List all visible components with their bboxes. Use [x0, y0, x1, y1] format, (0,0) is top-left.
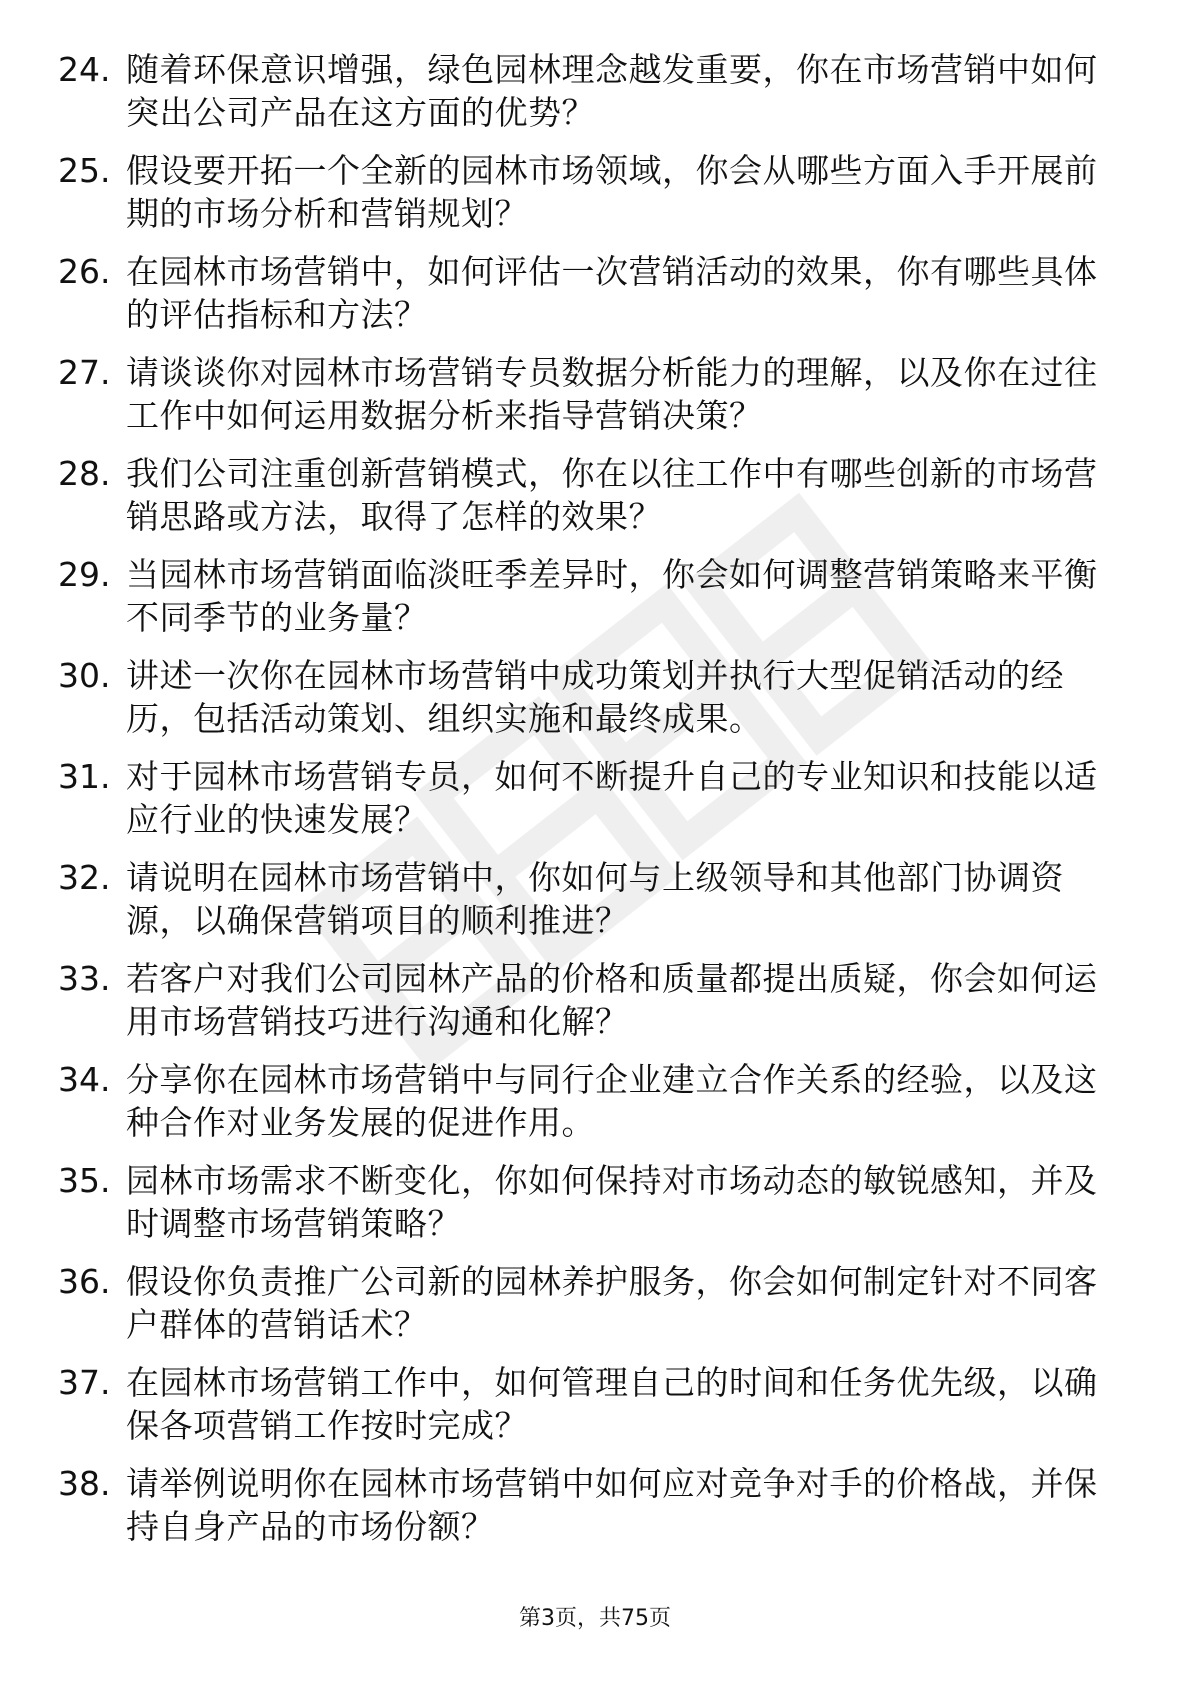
- question-number: 27.: [58, 353, 111, 392]
- question-item: [0, 452, 1190, 538]
- question-number: 32.: [58, 858, 111, 897]
- question-item: [0, 149, 1190, 235]
- question-item: [0, 1260, 1190, 1346]
- question-text: 随着环保意识增强，绿色园林理念越发重要，你在市场营销中如何突出公司产品在这方面的优势？: [126, 50, 1098, 132]
- question-item: [0, 553, 1190, 639]
- question-text: 请举例说明你在园林市场营销中如何应对竞争对手的价格战，并保持自身产品的市场份额？: [126, 1464, 1098, 1546]
- question-list: [0, 48, 1190, 1563]
- page-footer: 第3页，共75页: [519, 1606, 671, 1631]
- question-item: [0, 351, 1190, 437]
- question-text: 对于园林市场营销专员，如何不断提升自己的专业知识和技能以适应行业的快速发展？: [126, 757, 1098, 839]
- question-text: 分享你在园林市场营销中与同行企业建立合作关系的经验，以及这种合作对业务发展的促进作用。: [126, 1060, 1098, 1142]
- question-number: 35.: [58, 1161, 111, 1200]
- question-text: 园林市场需求不断变化，你如何保持对市场动态的敏锐感知，并及时调整市场营销策略？: [126, 1161, 1098, 1243]
- question-item: [0, 1159, 1190, 1245]
- question-item: [0, 654, 1190, 740]
- question-number: 26.: [58, 252, 111, 291]
- question-number: 34.: [58, 1060, 111, 1099]
- question-text: 在园林市场营销工作中，如何管理自己的时间和任务优先级，以确保各项营销工作按时完成？: [126, 1363, 1098, 1445]
- question-number: 29.: [58, 555, 111, 594]
- question-item: [0, 755, 1190, 841]
- question-item: [0, 1058, 1190, 1144]
- question-number: 31.: [58, 757, 111, 796]
- question-item: [0, 957, 1190, 1043]
- question-text: 在园林市场营销中，如何评估一次营销活动的效果，你有哪些具体的评估指标和方法？: [126, 252, 1098, 334]
- question-text: 我们公司注重创新营销模式，你在以往工作中有哪些创新的市场营销思路或方法，取得了怎样的效果？: [126, 454, 1098, 536]
- question-number: 38.: [58, 1464, 111, 1503]
- question-text: 当园林市场营销面临淡旺季差异时，你会如何调整营销策略来平衡不同季节的业务量？: [126, 555, 1098, 637]
- question-number: 30.: [58, 656, 111, 695]
- question-text: 讲述一次你在园林市场营销中成功策划并执行大型促销活动的经历，包括活动策划、组织实施和最终成果。: [126, 656, 1064, 738]
- question-item: [0, 856, 1190, 942]
- question-text: 请谈谈你对园林市场营销专员数据分析能力的理解，以及你在过往工作中如何运用数据分析来指导营销决策？: [126, 353, 1098, 435]
- question-text: 请说明在园林市场营销中，你如何与上级领导和其他部门协调资源，以确保营销项目的顺利推进？: [126, 858, 1064, 940]
- question-item: [0, 250, 1190, 336]
- question-number: 24.: [58, 50, 111, 89]
- question-number: 28.: [58, 454, 111, 493]
- question-number: 37.: [58, 1363, 111, 1402]
- question-item: [0, 1462, 1190, 1548]
- question-item: [0, 1361, 1190, 1447]
- question-number: 33.: [58, 959, 111, 998]
- question-text: 假设要开拓一个全新的园林市场领域，你会从哪些方面入手开展前期的市场分析和营销规划？: [126, 151, 1098, 233]
- question-item: [0, 48, 1190, 134]
- question-text: 若客户对我们公司园林产品的价格和质量都提出质疑，你会如何运用市场营销技巧进行沟通和化解？: [126, 959, 1098, 1041]
- question-text: 假设你负责推广公司新的园林养护服务，你会如何制定针对不同客户群体的营销话术？: [126, 1262, 1098, 1344]
- question-number: 36.: [58, 1262, 111, 1301]
- question-number: 25.: [58, 151, 111, 190]
